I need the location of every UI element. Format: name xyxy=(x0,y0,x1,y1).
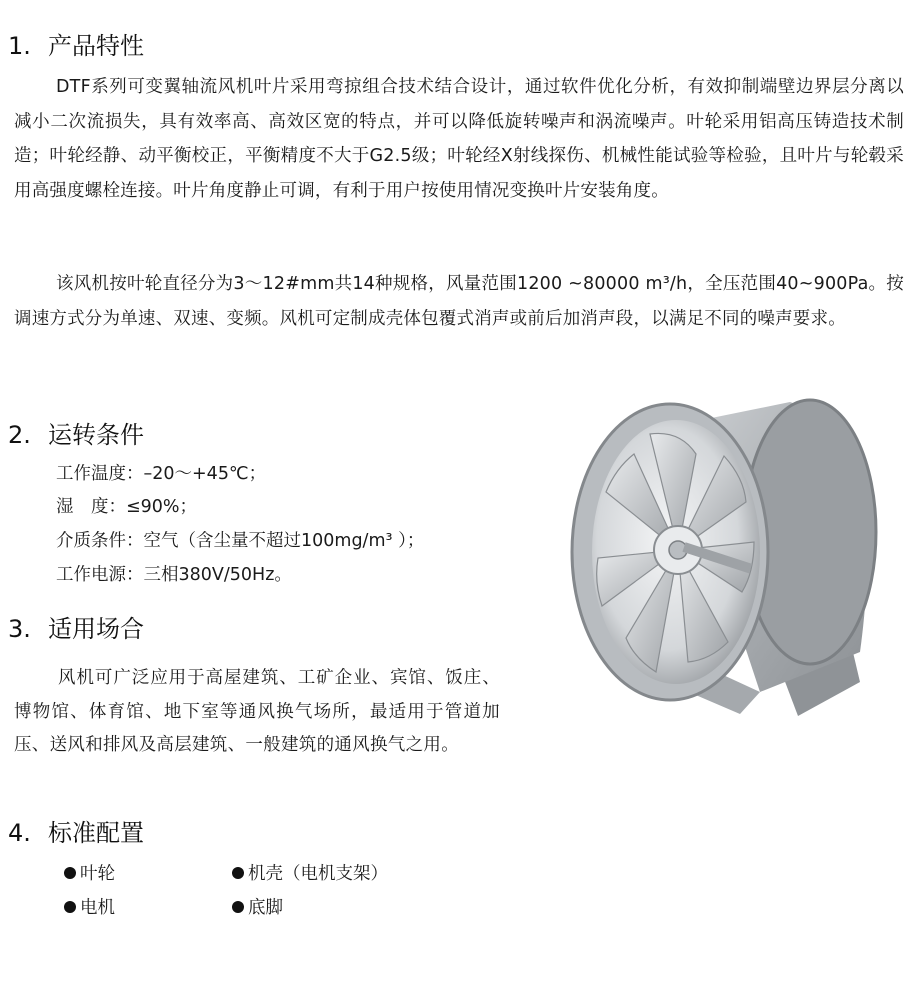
section-3-paragraph: 风机可广泛应用于高屋建筑、工矿企业、宾馆、饭庄、博物馆、体育馆、地下室等通风换气场所，最适用于管道加压、送风和排风及高层建筑、一般建筑的通风换气之用。 xyxy=(14,668,500,755)
config-item xyxy=(232,895,283,921)
config-item xyxy=(64,895,115,921)
bullet-dot-icon xyxy=(232,867,244,879)
section-2-heading xyxy=(8,420,144,450)
section-1-number: 1. xyxy=(8,32,31,60)
section-4-title: 标准配置 xyxy=(48,819,144,847)
section-3-title: 适用场合 xyxy=(48,615,144,643)
config-item xyxy=(232,861,388,887)
condition-power: 工作电源：三相380V/50Hz。 xyxy=(56,565,292,585)
section-2-title: 运转条件 xyxy=(48,421,144,449)
section-3-number: 3. xyxy=(8,615,31,643)
condition-temperature: 工作温度：–20～+45℃； xyxy=(56,464,267,484)
section-4-number: 4. xyxy=(8,819,31,847)
section-1-paragraph-1: DTF系列可变翼轴流风机叶片采用弯掠组合技术结合设计，通过软件优化分析，有效抑制端壁边界层分离以减小二次流损失，具有效率高、高效区宽的特点，并可以降低旋转噪声和涡流噪声。叶轮采用铝高压铸造技术制造；叶轮经静、动平衡校正，平衡精度不大于G2.5级；叶轮经X射线探伤、机械性能试验等检验，且叶片与轮毂采用高强度螺栓连接。叶片角度静止可调，有利于用户按使用情况变换叶片安装角度。 xyxy=(14,77,904,201)
config-item-label: 叶轮 xyxy=(80,864,115,884)
bullet-dot-icon xyxy=(64,867,76,879)
axial-fan-image xyxy=(560,392,900,732)
section-2-number: 2. xyxy=(8,421,31,449)
condition-humidity: 湿 度：≤90%； xyxy=(56,497,198,517)
section-1-title: 产品特性 xyxy=(48,32,144,60)
bullet-dot-icon xyxy=(232,901,244,913)
config-item-label: 底脚 xyxy=(248,898,283,918)
config-item-label: 电机 xyxy=(80,898,115,918)
condition-medium: 介质条件：空气（含尘量不超过100mg/m³ ）； xyxy=(56,531,425,551)
section-1-heading xyxy=(8,31,144,61)
config-item xyxy=(64,861,115,887)
config-item-label: 机壳（电机支架） xyxy=(248,864,388,884)
bullet-dot-icon xyxy=(64,901,76,913)
section-4-heading xyxy=(8,818,144,848)
section-1-paragraph-2: 该风机按叶轮直径分为3～12#mm共14种规格，风量范围1200 ~80000 m³/h，全压范围40~900Pa。按调速方式分为单速、双速、变频。风机可定制成壳体包覆式消声或前后加消声段，以满足不同的噪声要求。 xyxy=(14,274,904,329)
section-3-heading xyxy=(8,614,144,644)
